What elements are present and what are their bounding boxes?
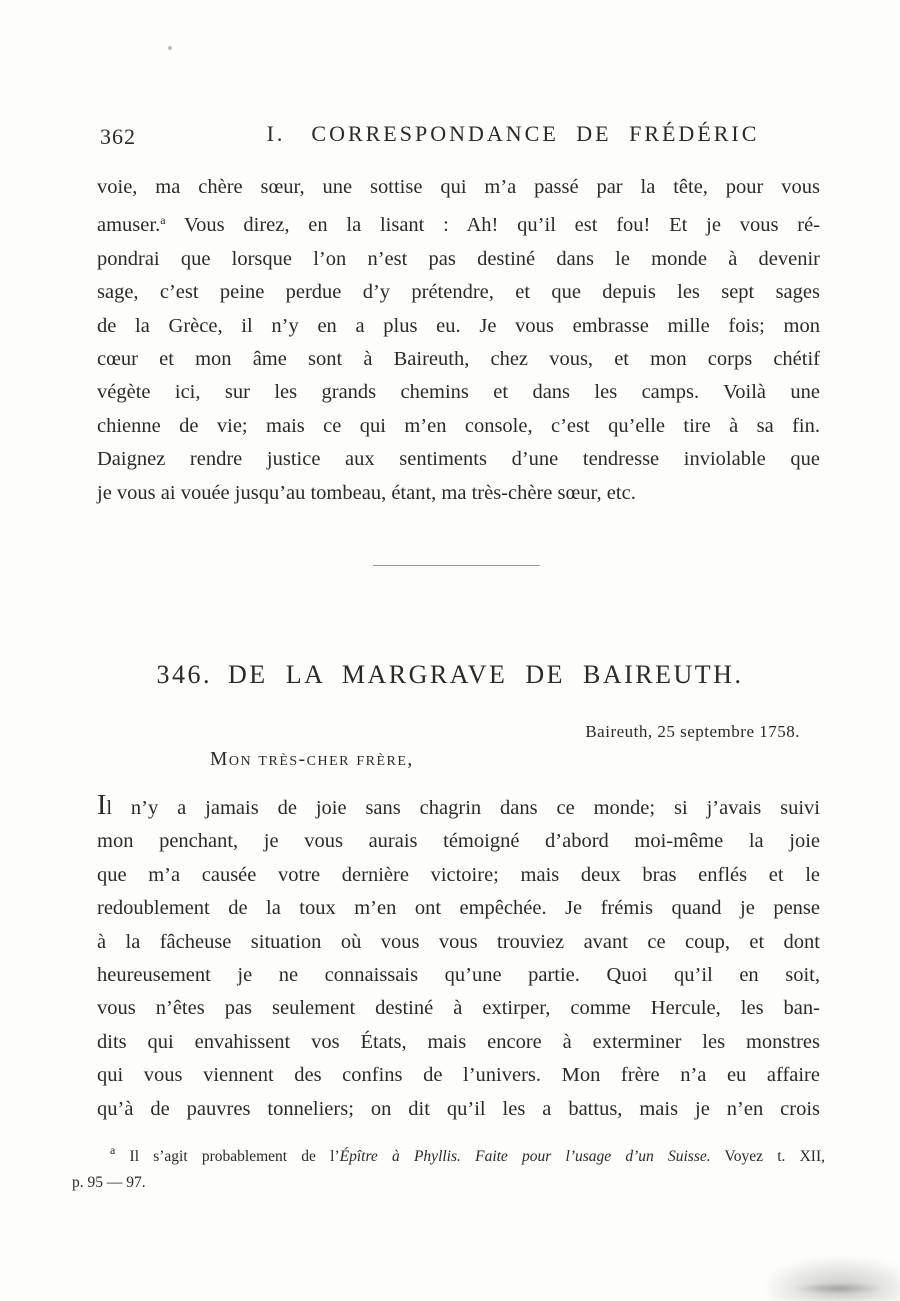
running-title-text: CORRESPONDANCE DE FRÉDÉRIC [311,121,760,146]
footnote-line: p. 95 — 97. [72,1174,146,1191]
page-number: 362 [100,124,136,149]
letter-heading [0,660,900,690]
text-line: vous n’êtes pas seulement destiné à extirper, comme Hercule, les ban- [97,997,820,1020]
text-line: à la fâcheuse situation où vous vous trouviez avant ce coup, et dont [97,930,820,953]
footnote-text: Il s’agit probablement de l’ [129,1148,340,1165]
text-line: redoublement de la toux m’en ont empêchée. Je frémis quand je pense [97,897,820,920]
letter-body [97,789,820,1126]
letter-title: DE LA MARGRAVE DE BAIREUTH. [228,660,744,689]
text-line: de la Grèce, il n’y en a plus eu. Je vous embrasse mille fois; mon [97,314,820,337]
text-line: dits qui envahissent vos États, mais encore à exterminer les monstres [97,1030,820,1053]
dateline: Baireuth, 25 septembre 1758. [585,722,800,741]
text-line [97,789,820,825]
scan-smudge-core [795,1283,881,1294]
text-segment: Vous direz, en la lisant : Ah! qu’il est fou! Et je vous ré- [183,214,820,237]
scan-smudge [768,1258,900,1301]
text-line: cœur et mon âme sont à Baireuth, chez vous, et mon corps chétif [97,348,820,371]
scan-speck [168,46,172,50]
footnote-marker: a [110,1143,116,1157]
running-header [98,121,818,153]
text-line: qui vous viennent des confins de l’univers. Mon frère n’a eu affaire [97,1064,820,1087]
footnote-text: Voyez t. XII, [724,1148,825,1165]
footnote [72,1137,825,1196]
text-line: végète ici, sur les grands chemins et dans les camps. Voilà une [97,381,820,404]
initial-capital: I [97,790,107,821]
text-segment: amuser. [97,214,161,237]
text-line [97,204,820,242]
footnote-reference-marker: a [160,213,166,228]
running-title-numeral: I. [266,121,286,146]
text-line: sage, c’est peine perdue d’y prétendre, et que depuis les sept sages [97,281,820,304]
text-line: qu’à de pauvres tonneliers; on dit qu’il les a battus, mais je n’en crois [97,1097,820,1120]
text-line: que m’a causée votre dernière victoire; mais deux bras enflés et le [97,863,820,886]
text-line: chienne de vie; mais ce qui m’en console, c’est qu’elle tire à sa fin. [97,414,820,437]
letter-number: 346. [156,660,213,689]
text-segment: l n’y a jamais de joie sans chagrin dans ce monde; si j’avais suivi [106,797,820,819]
running-title [208,121,818,147]
text-line: heureusement je ne connaissais qu’une partie. Quoi qu’il en soit, [97,964,820,987]
text-line: pondrai que lorsque l’on n’est pas destiné dans le monde à devenir [97,247,820,270]
footnote-line [72,1137,825,1170]
text-line: Daignez rendre justice aux sentiments d’une tendresse inviolable que [97,448,820,471]
text-line: mon penchant, je vous aurais témoigné d’abord moi-même la joie [97,830,820,853]
section-divider-rule [373,565,540,566]
text-line: voie, ma chère sœur, une sottise qui m’a passé par la tête, pour vous [97,176,820,198]
salutation: Mon très-cher frère, [210,749,414,770]
footnote-italic-title: Épître à Phyllis. Faite pour l’usage d’un Suisse. [339,1148,711,1165]
previous-letter-body [97,171,820,510]
text-line: je vous ai vouée jusqu’au tombeau, étant, ma très-chère sœur, etc. [97,481,636,504]
